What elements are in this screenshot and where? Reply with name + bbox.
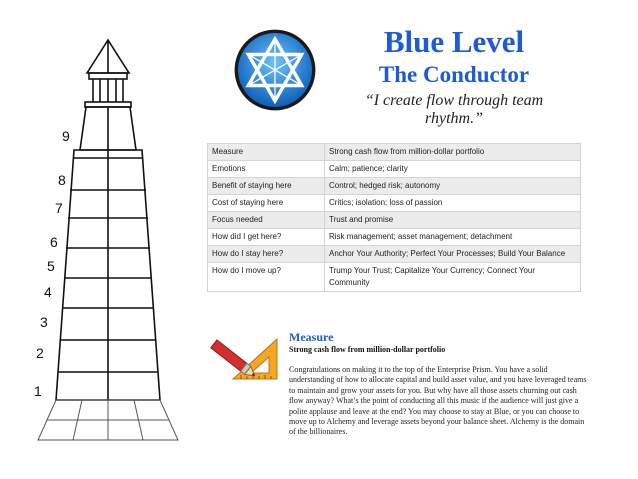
row-label: Benefit of staying here <box>208 178 325 195</box>
level-number: 9 <box>62 128 70 144</box>
page-subtitle: The Conductor <box>378 62 530 87</box>
row-value: Anchor Your Authority; Perfect Your Processes; Build Your Balance <box>325 246 581 263</box>
level-info-table <box>207 143 581 292</box>
table-row <box>208 212 581 229</box>
table-row <box>208 195 581 212</box>
level-number: 7 <box>55 200 63 216</box>
row-label: How did I get here? <box>208 229 325 246</box>
level-number: 5 <box>47 258 55 274</box>
level-number: 6 <box>50 234 58 250</box>
level-number: 2 <box>36 345 44 361</box>
row-value: Trump Your Trust; Capitalize Your Currency; Connect Your Community <box>325 263 581 292</box>
table-row <box>208 161 581 178</box>
level-number: 4 <box>44 284 52 300</box>
page-quote: “I create flow through team rhythm.” <box>364 92 544 127</box>
table-row <box>208 246 581 263</box>
table-row <box>208 263 581 292</box>
row-value: Critics; isolation; loss of passion <box>325 195 581 212</box>
table-row <box>208 229 581 246</box>
row-value: Trust and promise <box>325 212 581 229</box>
level-number: 1 <box>34 383 42 399</box>
row-label: Focus needed <box>208 212 325 229</box>
row-label: Cost of staying here <box>208 195 325 212</box>
row-label: How do I stay here? <box>208 246 325 263</box>
row-value: Strong cash flow from million-dollar portfolio <box>325 144 581 161</box>
measure-subheading: Strong cash flow from million-dollar portfolio <box>289 345 446 354</box>
prism-tower-illustration <box>0 0 200 479</box>
table-row <box>208 144 581 161</box>
table-row <box>208 178 581 195</box>
page-title: Blue Level <box>383 24 525 59</box>
row-value: Risk management; asset management; detachment <box>325 229 581 246</box>
row-label: Emotions <box>208 161 325 178</box>
pencil-ruler-icon <box>207 333 279 383</box>
level-number: 3 <box>40 314 48 330</box>
hexagram-emblem-icon <box>232 27 318 113</box>
row-value: Calm; patience; clarity <box>325 161 581 178</box>
level-number: 8 <box>58 172 66 188</box>
row-value: Control; hedged risk; autonomy <box>325 178 581 195</box>
row-label: How do I move up? <box>208 263 325 292</box>
measure-heading: Measure <box>289 330 334 344</box>
row-label: Measure <box>208 144 325 161</box>
measure-body: Congratulations on making it to the top of the Enterprise Prism. You have a solid understanding of how to allocate capital and build asset value, and you have leveraged teams to maintain and grow your assets for you. But why have all those assets churning out cash flow anyway? What’s the point of conducting all this music if the audience will just give a polite applause and leave at the end? You may choose to stay at Blue, or you can choose to move up to Alchemy and leverage assets beyond your balance sheet. Alchemy is the domain of the billionaires. <box>289 365 587 437</box>
